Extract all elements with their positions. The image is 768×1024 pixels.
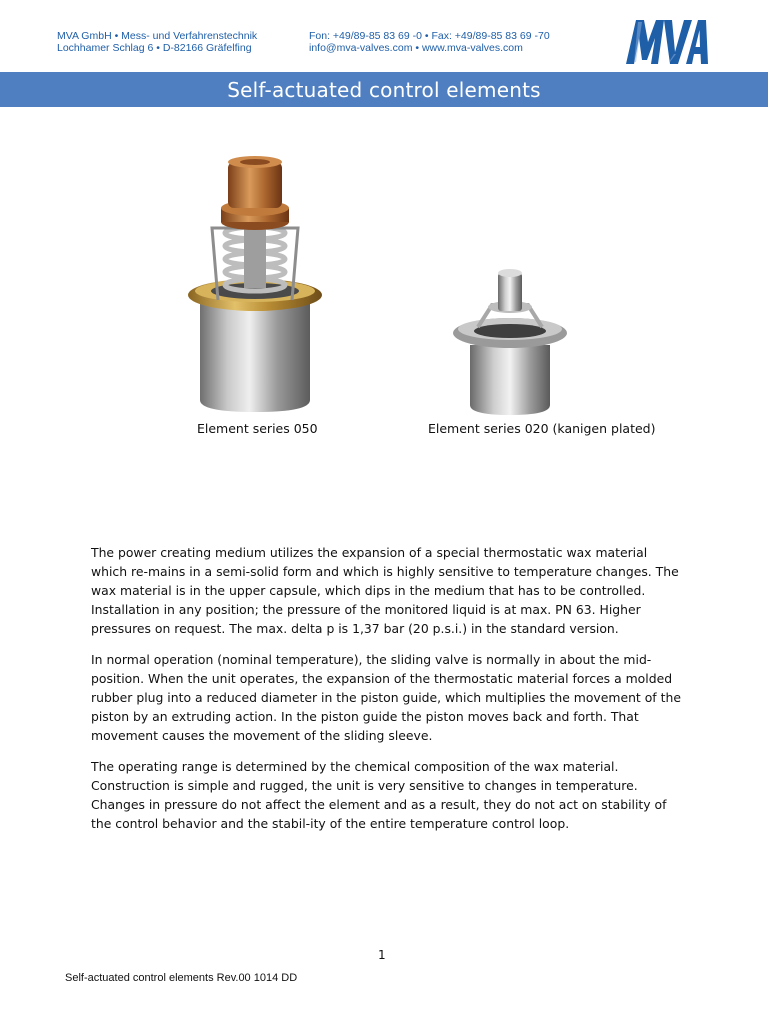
element-050-photo [180,150,330,415]
email-web-line: info@mva-valves.com • www.mva-valves.com [309,42,523,54]
body-text [91,543,683,845]
paragraph-normal-operation: In normal operation (nominal temperature), the sliding valve is normally in about the mid-position. When the unit operates, the expansion of the thermostatic material forces a molded rubber plug into a reduced diameter in the piston guide, which multiplies the movement of the piston by an extruding action. In the piston guide the piston moves back and forth. That movement causes the movement of the sliding sleeve. [91,652,681,743]
page-title: Self-actuated control elements [227,77,541,102]
paragraph-operating-range: The operating range is determined by the chemical composition of the wax material. Construction is simple and rugged, the unit is very sensitive to changes in temperature. Changes in pressure do not affect the element and as a result, they do not act on stability of the control behavior and the stabil-ity of the entire temperature control loop. [91,759,667,831]
paragraph-wax-medium: The power creating medium utilizes the expansion of a special thermostatic wax material which re-mains in a semi-solid form and which is highly sensitive to temperature changes. The wax material is in the upper capsule, which dips in the medium that has to be controlled. Installation in any position; the pressure of the monitored liquid is at max. PN 63. Higher pressures on request. The max. delta p is 1,37 bar (20 p.s.i.) in the standard version. [91,545,679,636]
phone-fax-line: Fon: +49/89-85 83 69 -0 • Fax: +49/89-85 83 69 -70 [309,30,550,42]
company-address [57,30,257,54]
page-number: 1 [378,948,386,962]
company-contact [309,30,550,54]
element-020-photo [448,265,572,417]
footer: Self-actuated control elements Rev.00 1014 DD [65,972,298,984]
caption-element-050: Element series 050 [197,421,318,436]
company-name-line: MVA GmbH • Mess- und Verfahrenstechnik [57,30,258,42]
mva-logo [624,18,710,66]
company-street-line: Lochhamer Schlag 6 • D-82166 Gräfelfing [57,42,252,54]
title-bar [0,72,768,107]
caption-element-020: Element series 020 (kanigen plated) [428,421,656,436]
